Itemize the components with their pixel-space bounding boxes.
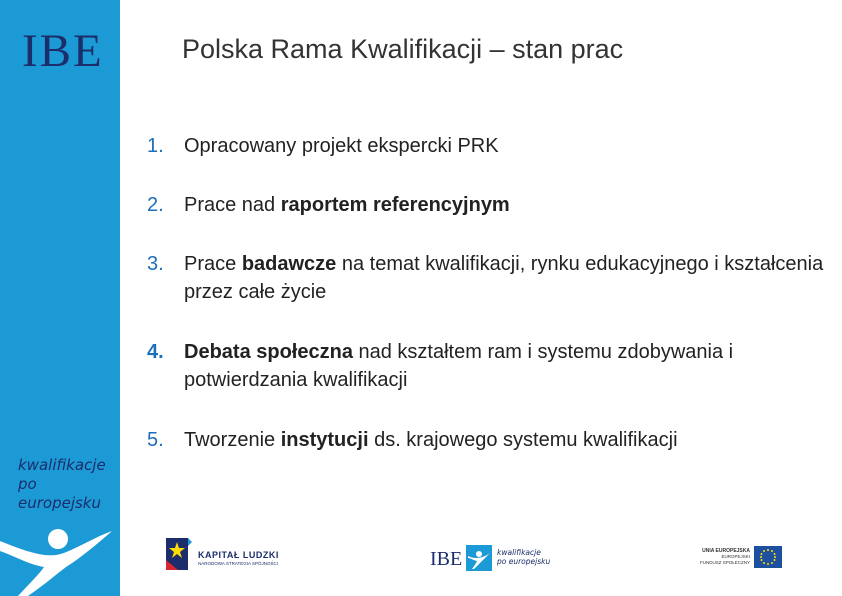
list-text xyxy=(184,426,824,454)
list-text xyxy=(184,191,824,219)
text-part: Prace xyxy=(184,253,242,275)
kwalifikacje-mini-logo-icon xyxy=(466,545,492,571)
list-item xyxy=(147,191,824,219)
text-part: Opracowany projekt ekspercki PRK xyxy=(184,135,499,157)
mini-text-line-2: po europejsku xyxy=(497,557,551,566)
kapital-ludzki-title: KAPITAŁ LUDZKI xyxy=(198,550,279,560)
tagline-line-1: kwalifikacje xyxy=(18,456,106,474)
text-part: ds. krajowego systemu kwalifikacji xyxy=(368,429,678,451)
kapital-ludzki-text xyxy=(198,550,328,566)
list-item xyxy=(147,132,824,160)
eu-flag-icon xyxy=(754,546,782,568)
kwalifikacje-mini-text xyxy=(497,548,550,566)
eu-text xyxy=(684,548,750,566)
text-emphasis: badawcze xyxy=(241,253,337,275)
text-emphasis: raportem referencyjnym xyxy=(280,194,510,216)
text-part: Prace nad xyxy=(184,194,281,216)
list-number: 5. xyxy=(147,429,164,451)
list-text xyxy=(184,338,824,394)
list-number: 1. xyxy=(147,135,164,157)
text-part: na temat kwalifikacji, rynku edukacyjnego i kształcenia przez całe życie xyxy=(184,253,824,303)
list-number: 2. xyxy=(147,194,164,216)
person-figure-icon xyxy=(0,505,120,596)
kapital-ludzki-logo-icon xyxy=(164,534,194,574)
list-text xyxy=(184,250,824,306)
tagline-line-2: po europejsku xyxy=(18,475,102,512)
ibe-logo: IBE xyxy=(22,25,104,77)
kapital-ludzki-subtitle: NARODOWA STRATEGIA SPÓJNOŚCI xyxy=(198,561,279,566)
slide-title: Polska Rama Kwalifikacji – stan prac xyxy=(182,34,624,64)
text-part: Tworzenie xyxy=(184,429,281,451)
list-item xyxy=(147,426,824,454)
footer-logos xyxy=(164,534,824,578)
eu-text-line-2: EUROPEJSKI xyxy=(721,554,750,559)
mini-text-line-1: kwalifikacje xyxy=(497,548,541,557)
list-number: 3. xyxy=(147,253,164,275)
text-emphasis: instytucji xyxy=(280,429,369,451)
sidebar xyxy=(0,0,120,596)
eu-text-line-1: UNIA EUROPEJSKA xyxy=(702,548,750,554)
list-number: 4. xyxy=(147,341,164,363)
list-item xyxy=(147,250,824,306)
ibe-small-logo: IBE xyxy=(430,548,463,570)
list-text xyxy=(184,132,824,160)
text-emphasis: Debata społeczna xyxy=(184,341,353,363)
eu-text-line-3: FUNDUSZ SPOŁECZNY xyxy=(699,560,750,565)
text-part: nad kształtem ram i systemu zdobywania i potwierdzania kwalifikacji xyxy=(184,341,734,391)
list-item xyxy=(147,338,824,394)
